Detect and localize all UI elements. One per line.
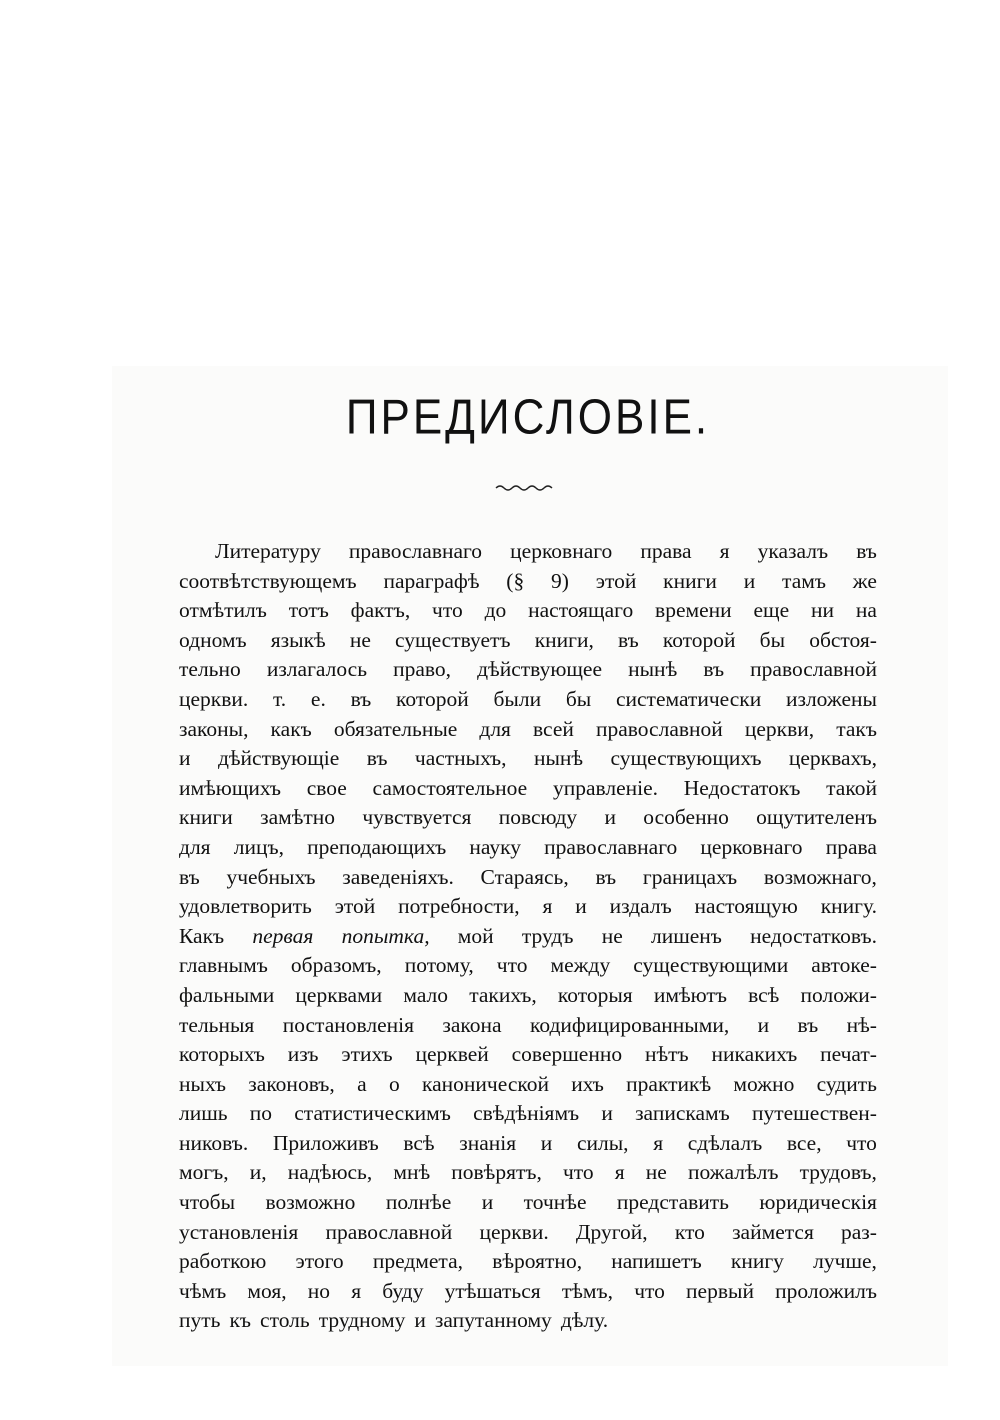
text-line (179, 922, 877, 952)
word: нынѣ (533, 746, 584, 771)
word: какъ (270, 716, 312, 741)
word: особенно (643, 805, 729, 830)
word: возможно (265, 1190, 356, 1215)
word: силы, (576, 1130, 629, 1155)
word: потребности, (398, 894, 520, 919)
word: постановленія (282, 1012, 415, 1037)
word: еще (753, 598, 790, 623)
word: лицъ, (233, 834, 284, 859)
word: книги, (534, 627, 594, 652)
word: я (614, 1160, 625, 1185)
word: къ (229, 1308, 252, 1333)
word: времени (655, 598, 732, 623)
word: юридическія (759, 1190, 877, 1215)
word: отмѣтилъ (179, 598, 267, 623)
word: попытка, (341, 923, 430, 948)
word: проложилъ (775, 1278, 877, 1303)
word: работкою (179, 1249, 267, 1274)
word: не (601, 923, 623, 948)
word: повсюду (498, 805, 578, 830)
word: свое (306, 775, 347, 800)
word: канонической (422, 1071, 549, 1096)
word: всей (533, 716, 574, 741)
word: ныхъ (179, 1071, 226, 1096)
word: замѣтно (260, 805, 336, 830)
word: имѣющихъ (179, 775, 281, 800)
word: существуетъ (395, 627, 511, 652)
text-line (179, 1070, 877, 1100)
word: церкви, (744, 716, 815, 741)
word: систематически (615, 686, 762, 711)
word: православной (325, 1219, 453, 1244)
text-line (179, 1099, 877, 1129)
word: никовъ. (179, 1130, 249, 1155)
text-line (179, 567, 877, 597)
word: знанія (459, 1130, 517, 1155)
word: въ (856, 539, 877, 563)
word: нѣтъ (644, 1042, 689, 1067)
word: которыя (557, 982, 633, 1007)
word: раз- (841, 1219, 877, 1244)
word: можно (733, 1071, 795, 1096)
word: судить (816, 1071, 877, 1096)
preface-paragraph (179, 537, 877, 1336)
word: займется (732, 1219, 814, 1244)
word: учебныхъ (226, 864, 316, 889)
word: въ (366, 746, 388, 771)
word: что (634, 1278, 665, 1303)
word: но (307, 1278, 331, 1303)
text-line (179, 774, 877, 804)
word: запутанному (434, 1308, 552, 1333)
word: что (846, 1130, 877, 1155)
text-line (179, 1247, 877, 1277)
word: Недостатокъ (683, 775, 801, 800)
text-line (179, 1129, 877, 1159)
word: соотвѣтствующемъ (179, 568, 357, 593)
word: этой (334, 894, 376, 919)
word: недостатковъ. (750, 923, 877, 948)
word: я (653, 1130, 664, 1155)
page-title: ПРЕДИСЛОВІЕ. (345, 390, 711, 445)
text-line (179, 655, 877, 685)
word: Приложивъ (272, 1130, 379, 1155)
word: свѣдѣніямъ (473, 1101, 580, 1126)
word: въ (797, 1012, 819, 1037)
word: въ (350, 686, 372, 711)
word: положи- (800, 982, 877, 1007)
word: такъ (836, 716, 877, 741)
word: ощутителенъ (756, 805, 877, 830)
word: на (855, 598, 877, 623)
text-line (179, 951, 877, 981)
text-line (179, 981, 877, 1011)
word: существующихъ (610, 746, 762, 771)
word: языкѣ (270, 627, 326, 652)
word: путь (179, 1308, 221, 1333)
word: изъ (287, 1042, 319, 1067)
word: мнѣ (393, 1160, 431, 1185)
word: православнаго (348, 539, 483, 563)
word: самостоятельное (372, 775, 528, 800)
text-line (179, 626, 877, 656)
word: а (357, 1071, 367, 1096)
word: запискамъ (635, 1101, 730, 1126)
word: что (562, 1160, 594, 1185)
word: трудовъ, (799, 1160, 877, 1185)
word: православной (750, 657, 877, 682)
word: образомъ, (290, 953, 382, 978)
word: управленіе. (552, 775, 659, 800)
word: тотъ (288, 598, 329, 623)
word: я (351, 1278, 362, 1303)
word: границахъ (642, 864, 738, 889)
word: которыхъ (179, 1042, 265, 1067)
word: въ (179, 864, 200, 889)
text-line (179, 863, 877, 893)
word: мало (403, 982, 449, 1007)
word: лишь (179, 1101, 228, 1126)
text-line (179, 833, 877, 863)
word: права (640, 539, 692, 563)
text-line (179, 685, 877, 715)
word: и (481, 1190, 494, 1215)
text-line (179, 715, 877, 745)
word: Стараясь, (480, 864, 569, 889)
word: церквами (295, 982, 383, 1007)
word: все, (786, 1130, 822, 1155)
word: нѣ- (846, 1012, 877, 1037)
word: православнаго (544, 834, 678, 859)
word: надѣюсь, (287, 1160, 373, 1185)
word: чѣмъ (179, 1278, 227, 1303)
word: чувствуется (362, 805, 472, 830)
word: этого (295, 1249, 344, 1274)
word: я (719, 539, 730, 563)
word: церковнаго (510, 539, 613, 563)
ornament-divider-icon (494, 481, 558, 493)
word: точнѣе (523, 1190, 587, 1215)
word: законовъ, (248, 1071, 335, 1096)
word: дѣйствующее (477, 657, 603, 682)
word: печат- (820, 1042, 877, 1067)
word: удовлетворить (179, 894, 312, 919)
word: параграфѣ (383, 568, 480, 593)
word: бы (759, 627, 786, 652)
word: утѣшаться (444, 1278, 541, 1303)
word: е. (310, 686, 326, 711)
text-line (179, 537, 877, 567)
word: главнымъ (179, 953, 268, 978)
word: полнѣе (385, 1190, 452, 1215)
word: которой (396, 686, 469, 711)
word: установленія (179, 1219, 299, 1244)
word: которой (662, 627, 736, 652)
word: тельно (179, 657, 241, 682)
word: частныхъ, (414, 746, 507, 771)
text-line (179, 744, 877, 774)
word: трудному (318, 1308, 406, 1333)
word: совершенно (511, 1042, 623, 1067)
word: путешествен- (751, 1101, 877, 1126)
word: ни (811, 598, 835, 623)
word: статистическимъ (294, 1101, 451, 1126)
word: бы (565, 686, 592, 711)
text-line (179, 1158, 877, 1188)
word: книги (663, 568, 717, 593)
word: тельныя (179, 1012, 255, 1037)
word: не (645, 1160, 667, 1185)
word: науку (469, 834, 521, 859)
word: Какъ (179, 923, 225, 948)
word: между (550, 953, 611, 978)
word: возможнаго, (763, 864, 877, 889)
word: лишенъ (650, 923, 722, 948)
word: одномъ (179, 627, 247, 652)
word: автоке- (811, 953, 877, 978)
word: книги (179, 805, 233, 830)
word: такой (826, 775, 877, 800)
text-line (179, 1277, 877, 1307)
word: 9) (551, 568, 569, 593)
word: по (249, 1101, 273, 1126)
word: были (493, 686, 542, 711)
word: и (604, 805, 616, 830)
word: этой (595, 568, 637, 593)
word: церкви. (479, 1219, 549, 1244)
word: Другой, (575, 1219, 648, 1244)
word: кто (674, 1219, 705, 1244)
word: мой (457, 923, 494, 948)
text-line (179, 1011, 877, 1041)
word: и (179, 746, 191, 771)
word: права (825, 834, 877, 859)
word: и (575, 894, 587, 919)
word: излагалось (266, 657, 367, 682)
word: что (432, 598, 463, 623)
word: церкви. (179, 686, 249, 711)
word: до (484, 598, 507, 623)
word: трудъ (521, 923, 574, 948)
word: что (496, 953, 528, 978)
word: тамъ (782, 568, 826, 593)
word: и (540, 1130, 553, 1155)
text-line (179, 1188, 877, 1218)
word: фактъ, (350, 598, 411, 623)
word: Литературу (215, 539, 321, 563)
word: ихъ (571, 1071, 604, 1096)
word: и (743, 568, 756, 593)
word: представить (616, 1190, 729, 1215)
word: въ (595, 864, 617, 889)
word: указалъ (757, 539, 829, 563)
word: настоящую (694, 894, 798, 919)
word: имѣютъ (653, 982, 727, 1007)
word: моя, (247, 1278, 287, 1303)
text-line (179, 1218, 877, 1248)
word: обстоя- (809, 627, 877, 652)
word: церквей (415, 1042, 489, 1067)
word: напишетъ (611, 1249, 702, 1274)
word: (§ (506, 568, 525, 593)
text-line (179, 1306, 877, 1336)
word: этихъ (341, 1042, 393, 1067)
word: чтобы (179, 1190, 236, 1215)
word: первый (686, 1278, 754, 1303)
word: и (757, 1012, 770, 1037)
word: законы, (179, 716, 249, 741)
word: дѣлу. (560, 1308, 609, 1333)
word: столь (260, 1308, 310, 1333)
word: въ (703, 657, 725, 682)
word: кодифицированными, (529, 1012, 730, 1037)
word: настоящаго (528, 598, 634, 623)
word: не (349, 627, 371, 652)
word: издалъ (609, 894, 672, 919)
word: церковнаго (700, 834, 803, 859)
word: всѣ (403, 1130, 435, 1155)
word: фальными (179, 982, 275, 1007)
word: о (388, 1071, 400, 1096)
word: нынѣ (628, 657, 678, 682)
word: церквахъ, (788, 746, 877, 771)
word: вѣроятно, (492, 1249, 583, 1274)
word: могъ, (179, 1160, 229, 1185)
word: буду (382, 1278, 424, 1303)
text-line (179, 892, 877, 922)
word: же (852, 568, 877, 593)
word: и (601, 1101, 613, 1126)
word: въ (617, 627, 639, 652)
word: для (479, 716, 511, 741)
word: пожалѣлъ (687, 1160, 779, 1185)
text-line (179, 596, 877, 626)
word: повѣрятъ, (451, 1160, 542, 1185)
word: всѣ (748, 982, 780, 1007)
word: такихъ, (469, 982, 537, 1007)
word: заведеніяхъ. (342, 864, 454, 889)
word: и, (249, 1160, 267, 1185)
word: закона (442, 1012, 502, 1037)
word: для (179, 834, 211, 859)
word: обязательные (333, 716, 458, 741)
word: книгу. (820, 894, 877, 919)
text-line (179, 1040, 877, 1070)
word: преподающихъ (307, 834, 447, 859)
word: потому, (404, 953, 474, 978)
word: предмета, (372, 1249, 464, 1274)
word: лучше, (813, 1249, 877, 1274)
word: книгу (730, 1249, 784, 1274)
word: существующими (633, 953, 789, 978)
word: и (414, 1308, 426, 1333)
word: я (542, 894, 553, 919)
text-line (179, 803, 877, 833)
word: дѣйствующіе (217, 746, 340, 771)
word: никакихъ (711, 1042, 798, 1067)
word: изложены (785, 686, 877, 711)
word: православной (595, 716, 723, 741)
word: первая (252, 923, 314, 948)
word: практикѣ (626, 1071, 712, 1096)
word: т. (273, 686, 287, 711)
word: право, (393, 657, 452, 682)
word: сдѣлалъ (687, 1130, 763, 1155)
word: тѣмъ, (561, 1278, 614, 1303)
